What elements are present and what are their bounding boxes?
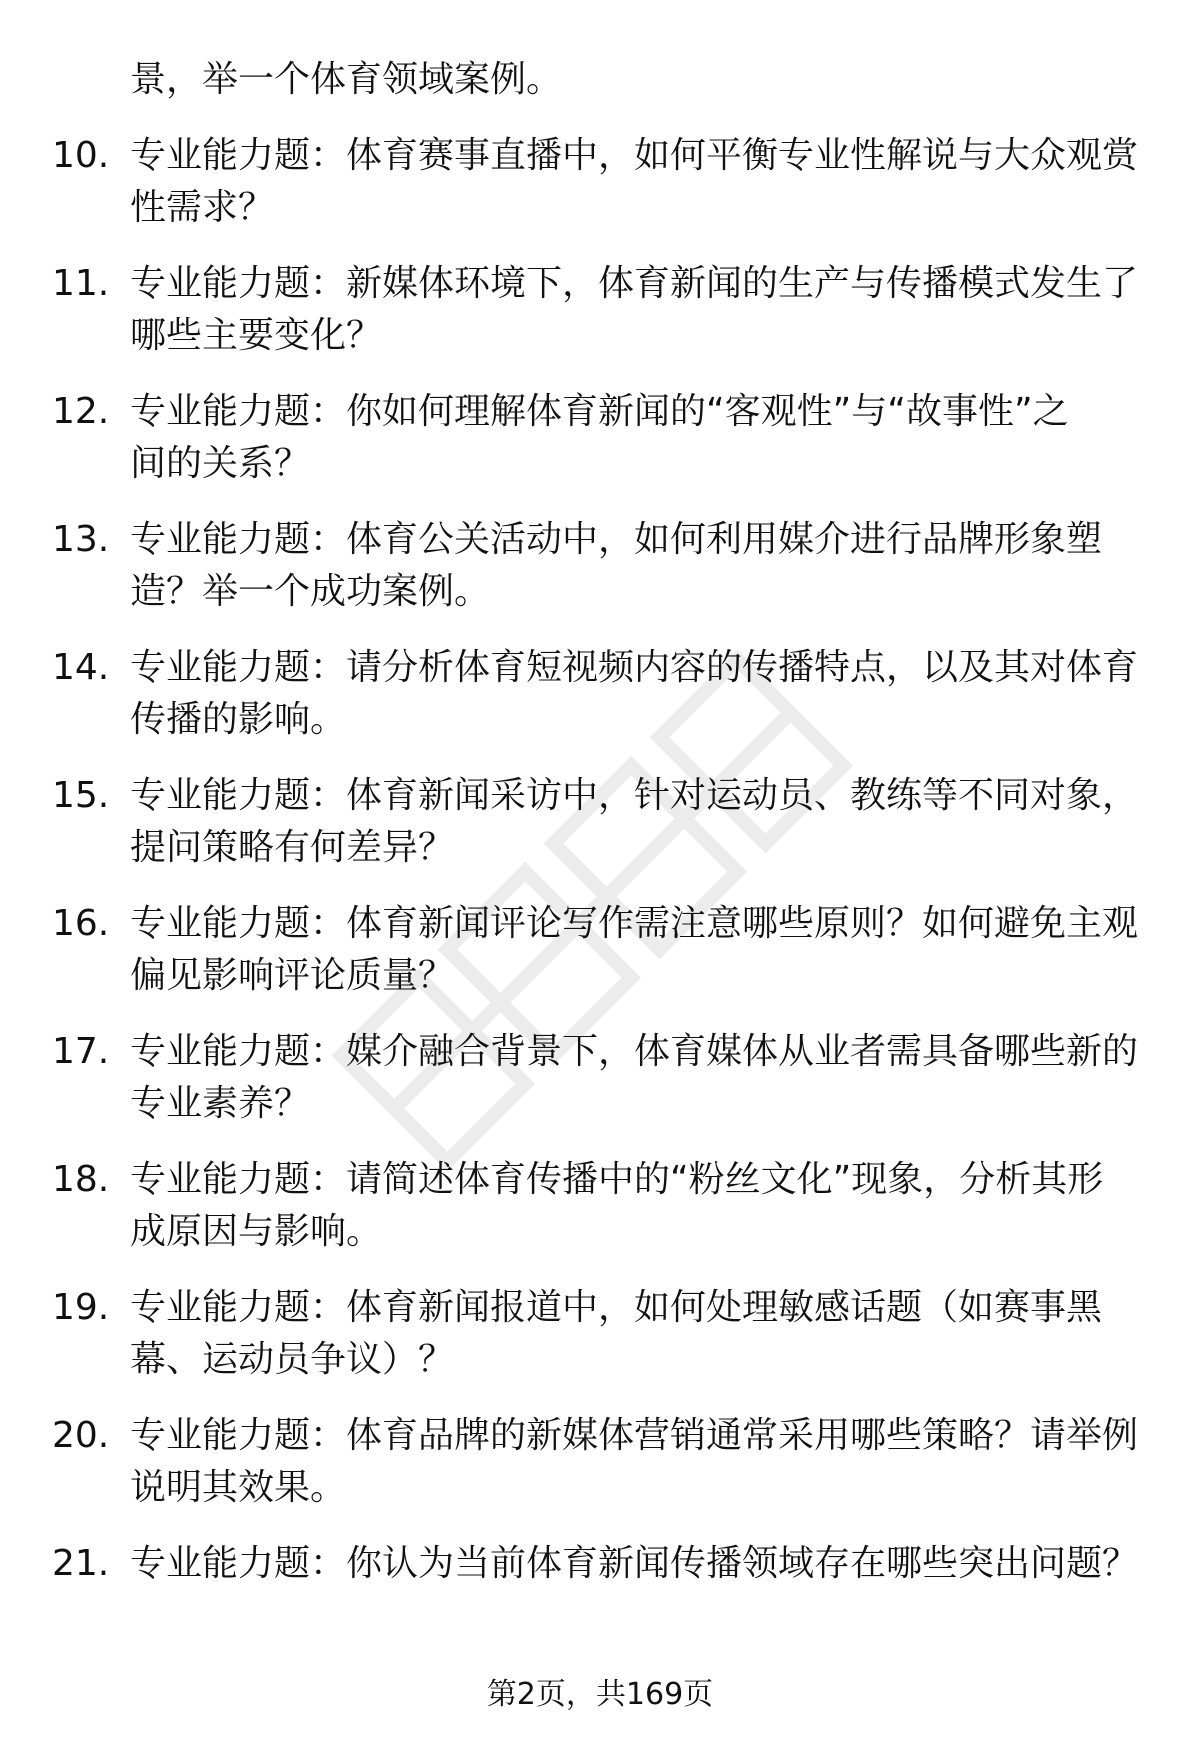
question-text-line: 偏见影响评论质量？	[130, 955, 455, 996]
question-text-line: 提问策略有何差异？	[130, 827, 455, 868]
question-number: 21.	[52, 1543, 110, 1584]
question-text-line: 造？举一个成功案例。	[130, 571, 491, 612]
question-number: 10.	[52, 135, 110, 176]
question-text-line: 专业能力题：请简述体育传播中的“粉丝文化”现象，分析其形	[130, 1159, 1104, 1200]
question-text-line: 专业能力题：新媒体环境下，体育新闻的生产与传播模式发生了	[130, 263, 1139, 304]
question-text-line: 专业素养？	[130, 1083, 311, 1124]
page-number-footer: 第2页，共169页	[486, 1677, 714, 1712]
question-number: 20.	[52, 1415, 110, 1456]
question-number: 19.	[52, 1287, 110, 1328]
question-text-line: 性需求？	[130, 187, 275, 228]
question-text-line: 幕、运动员争议）？	[130, 1339, 455, 1380]
question-text-line: 专业能力题：体育赛事直播中，如何平衡专业性解说与大众观赏	[130, 135, 1139, 176]
question-number: 14.	[52, 647, 110, 688]
question-text-line: 成原因与影响。	[130, 1211, 383, 1252]
question-text-line: 专业能力题：你认为当前体育新闻传播领域存在哪些突出问题？	[130, 1543, 1139, 1584]
question-text-line: 间的关系？	[130, 443, 311, 484]
question-number: 17.	[52, 1031, 110, 1072]
question-number: 18.	[52, 1159, 110, 1200]
question-text-line: 专业能力题：媒介融合背景下，体育媒体从业者需具备哪些新的	[130, 1031, 1139, 1072]
question-number: 13.	[52, 519, 110, 560]
question-number: 15.	[52, 775, 110, 816]
question-number: 11.	[52, 263, 110, 304]
question-text-line: 专业能力题：体育新闻报道中，如何处理敏感话题（如赛事黑	[130, 1287, 1103, 1328]
question-number: 16.	[52, 903, 110, 944]
question-text-line: 专业能力题：体育公关活动中，如何利用媒介进行品牌形象塑	[130, 519, 1103, 560]
continuation-line: 景，举一个体育领域案例。	[130, 59, 563, 100]
question-text-line: 专业能力题：你如何理解体育新闻的“客观性”与“故事性”之	[130, 391, 1069, 432]
question-text-line: 专业能力题：体育新闻评论写作需注意哪些原则？如何避免主观	[130, 903, 1139, 944]
question-text-line: 专业能力题：体育品牌的新媒体营销通常采用哪些策略？请举例	[130, 1415, 1139, 1456]
question-number: 12.	[52, 391, 110, 432]
question-text-line: 传播的影响。	[130, 699, 347, 740]
question-text-line: 哪些主要变化？	[130, 315, 383, 356]
question-text-line: 专业能力题：体育新闻采访中，针对运动员、教练等不同对象，	[130, 775, 1139, 816]
question-text-line: 说明其效果。	[130, 1467, 347, 1508]
question-text-line: 专业能力题：请分析体育短视频内容的传播特点，以及其对体育	[130, 647, 1139, 688]
